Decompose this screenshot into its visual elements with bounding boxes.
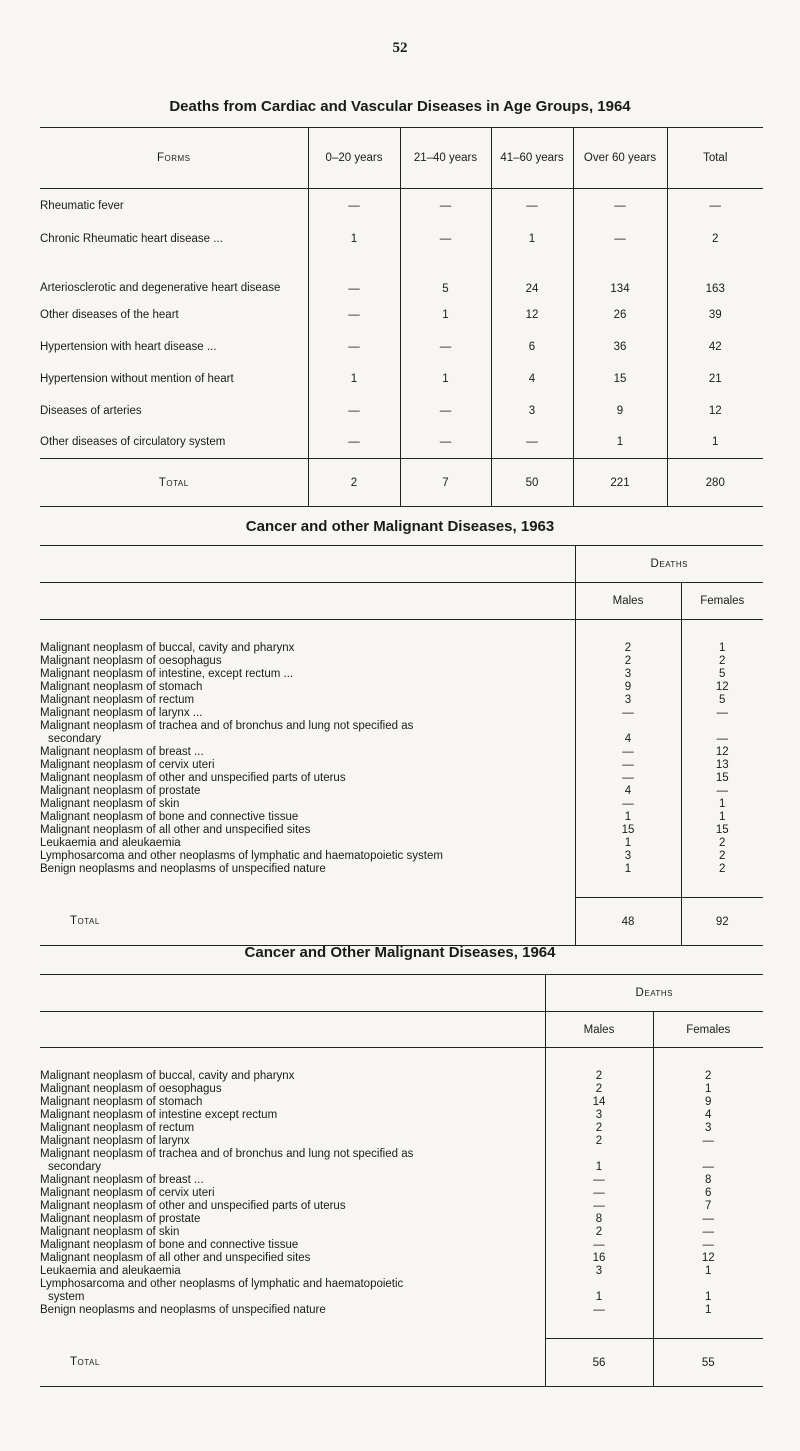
females-value: — bbox=[681, 707, 763, 720]
row-label: Malignant neoplasm of bone and connective tissue bbox=[40, 810, 299, 823]
row-label: Malignant neoplasm of rectum bbox=[40, 1121, 195, 1134]
males-value: 2 bbox=[545, 1122, 653, 1135]
cell-value: 9 bbox=[573, 395, 667, 427]
females-value: 6 bbox=[653, 1187, 763, 1200]
males-value: 2 bbox=[575, 655, 681, 668]
males-value: 2 bbox=[575, 642, 681, 655]
females-value: — bbox=[653, 1213, 763, 1226]
males-value: 1 bbox=[545, 1161, 653, 1174]
total-row bbox=[40, 898, 763, 946]
cell-value: 1 bbox=[573, 427, 667, 459]
row-label: Malignant neoplasm of prostate bbox=[40, 1212, 201, 1225]
row-label: Malignant neoplasm of intestine except rectum bbox=[40, 1108, 278, 1121]
females-header: Females bbox=[653, 1012, 763, 1048]
page-number: 52 bbox=[392, 40, 408, 56]
females-value: — bbox=[653, 1161, 763, 1174]
row-label: Lymphosarcoma and other neoplasms of lymphatic and haematopoietic bbox=[40, 1277, 404, 1290]
females-value: 2 bbox=[653, 1070, 763, 1083]
table-row bbox=[40, 299, 763, 331]
cell-value: — bbox=[667, 189, 763, 223]
males-value: 4 bbox=[575, 785, 681, 798]
total-label: Total bbox=[70, 915, 100, 928]
row-label: Malignant neoplasm of rectum bbox=[40, 693, 195, 706]
cancer-1964-table bbox=[40, 974, 763, 1387]
table-row bbox=[40, 837, 763, 850]
females-value: 3 bbox=[653, 1122, 763, 1135]
cell-value: — bbox=[308, 395, 400, 427]
row-label: Malignant neoplasm of buccal, cavity and pharynx bbox=[40, 641, 295, 654]
table-row bbox=[40, 1278, 763, 1291]
females-value: 2 bbox=[681, 850, 763, 863]
table-row bbox=[40, 223, 763, 255]
deaths-header: Deaths bbox=[575, 546, 763, 583]
females-value bbox=[681, 720, 763, 733]
col-header-forms: Forms bbox=[40, 128, 308, 189]
males-value bbox=[545, 1148, 653, 1161]
females-value: 1 bbox=[653, 1304, 763, 1317]
males-value: 1 bbox=[545, 1291, 653, 1304]
females-value: 12 bbox=[681, 681, 763, 694]
table-row bbox=[40, 189, 763, 223]
table-row bbox=[40, 1122, 763, 1135]
males-value: 15 bbox=[575, 824, 681, 837]
col-header-41-60: 41–60 years bbox=[491, 128, 573, 189]
cell-value: 6 bbox=[491, 331, 573, 363]
females-value: 1 bbox=[653, 1291, 763, 1304]
row-label: Hypertension without mention of heart bbox=[40, 372, 234, 385]
table-row bbox=[40, 1200, 763, 1213]
table-row bbox=[40, 1291, 763, 1304]
total-males: 48 bbox=[575, 898, 681, 946]
cell-value: 21 bbox=[667, 363, 763, 395]
row-label: Malignant neoplasm of prostate bbox=[40, 784, 201, 797]
table-row bbox=[40, 1265, 763, 1278]
females-header: Females bbox=[681, 583, 763, 620]
row-label: Malignant neoplasm of buccal, cavity and pharynx bbox=[40, 1069, 295, 1082]
cell-value: 163 bbox=[667, 255, 763, 299]
table-row bbox=[40, 1226, 763, 1239]
row-label: Chronic Rheumatic heart disease ... bbox=[40, 232, 223, 245]
col-header-0-20: 0–20 years bbox=[308, 128, 400, 189]
table-row bbox=[40, 720, 763, 733]
table-row bbox=[40, 1109, 763, 1122]
total-row bbox=[40, 459, 763, 507]
row-label: system bbox=[48, 1290, 85, 1303]
males-value: 2 bbox=[545, 1226, 653, 1239]
row-label: Malignant neoplasm of stomach bbox=[40, 1095, 203, 1108]
row-label: Malignant neoplasm of bone and connective tissue bbox=[40, 1238, 299, 1251]
row-label: Diseases of arteries bbox=[40, 404, 142, 417]
row-label: Lymphosarcoma and other neoplasms of lymphatic and haematopoietic system bbox=[40, 849, 443, 862]
col-header-total: Total bbox=[667, 128, 763, 189]
table-row bbox=[40, 1135, 763, 1148]
row-label: Malignant neoplasm of cervix uteri bbox=[40, 1186, 215, 1199]
row-label: Rheumatic fever bbox=[40, 199, 124, 212]
table-row bbox=[40, 655, 763, 668]
cell-value: — bbox=[573, 223, 667, 255]
col-header-21-40: 21–40 years bbox=[400, 128, 491, 189]
males-value: — bbox=[545, 1174, 653, 1187]
total-value: 280 bbox=[667, 459, 763, 507]
row-label: Leukaemia and aleukaemia bbox=[40, 836, 181, 849]
table-row bbox=[40, 668, 763, 681]
table-row bbox=[40, 1252, 763, 1265]
cell-value: 3 bbox=[491, 395, 573, 427]
males-value: 1 bbox=[575, 863, 681, 876]
females-value: 9 bbox=[653, 1096, 763, 1109]
cell-value: 4 bbox=[491, 363, 573, 395]
row-label: Malignant neoplasm of stomach bbox=[40, 680, 203, 693]
deaths-header: Deaths bbox=[545, 975, 763, 1012]
males-value: — bbox=[545, 1187, 653, 1200]
row-label: Malignant neoplasm of breast ... bbox=[40, 745, 204, 758]
table-row bbox=[40, 681, 763, 694]
table-row bbox=[40, 785, 763, 798]
cardiac-deaths-table bbox=[40, 127, 763, 507]
row-label: Malignant neoplasm of skin bbox=[40, 1225, 180, 1238]
total-label: Total bbox=[40, 459, 308, 507]
males-value: 3 bbox=[575, 850, 681, 863]
cell-value: — bbox=[308, 189, 400, 223]
cell-value: 15 bbox=[573, 363, 667, 395]
females-value: 13 bbox=[681, 759, 763, 772]
males-value: 4 bbox=[575, 733, 681, 746]
table-row bbox=[40, 1304, 763, 1317]
total-value: 7 bbox=[400, 459, 491, 507]
row-label: Malignant neoplasm of skin bbox=[40, 797, 180, 810]
cell-value: — bbox=[308, 331, 400, 363]
row-label: Malignant neoplasm of other and unspecified parts of uterus bbox=[40, 1199, 346, 1212]
cell-value: 1 bbox=[667, 427, 763, 459]
cell-value: — bbox=[400, 223, 491, 255]
table-row bbox=[40, 798, 763, 811]
row-label: secondary bbox=[48, 732, 102, 745]
table-row bbox=[40, 733, 763, 746]
table-row bbox=[40, 824, 763, 837]
row-label: Malignant neoplasm of oesophagus bbox=[40, 654, 222, 667]
males-value: 3 bbox=[575, 694, 681, 707]
total-value: 2 bbox=[308, 459, 400, 507]
males-value: 3 bbox=[545, 1265, 653, 1278]
cell-value: — bbox=[491, 189, 573, 223]
females-value: 5 bbox=[681, 668, 763, 681]
table-row bbox=[40, 1239, 763, 1252]
section-title-cardiac: Deaths from Cardiac and Vascular Diseases in Age Groups, 1964 bbox=[169, 98, 631, 115]
row-label: Malignant neoplasm of all other and unspecified sites bbox=[40, 1251, 311, 1264]
table-row bbox=[40, 811, 763, 824]
cell-value: 12 bbox=[491, 299, 573, 331]
total-label: Total bbox=[70, 1356, 100, 1369]
row-label: Malignant neoplasm of larynx ... bbox=[40, 706, 203, 719]
cell-value: — bbox=[573, 189, 667, 223]
cell-value: 36 bbox=[573, 331, 667, 363]
females-value: — bbox=[653, 1135, 763, 1148]
females-value: 15 bbox=[681, 772, 763, 785]
col-header-over-60: Over 60 years bbox=[573, 128, 667, 189]
row-label: Other diseases of circulatory system bbox=[40, 436, 226, 449]
table-row bbox=[40, 427, 763, 459]
table-row bbox=[40, 772, 763, 785]
males-value: 2 bbox=[545, 1135, 653, 1148]
cell-value: 1 bbox=[308, 223, 400, 255]
females-value: — bbox=[681, 733, 763, 746]
females-value: 7 bbox=[653, 1200, 763, 1213]
males-value: — bbox=[575, 798, 681, 811]
females-value: 12 bbox=[653, 1252, 763, 1265]
cell-value: — bbox=[308, 427, 400, 459]
row-label: Malignant neoplasm of cervix uteri bbox=[40, 758, 215, 771]
cell-value: — bbox=[308, 255, 400, 299]
females-value bbox=[653, 1148, 763, 1161]
males-value: — bbox=[575, 746, 681, 759]
cancer-1963-table bbox=[40, 545, 763, 946]
table-row bbox=[40, 1187, 763, 1200]
cell-value: 5 bbox=[400, 255, 491, 299]
cell-value: 134 bbox=[573, 255, 667, 299]
cell-value: 1 bbox=[400, 363, 491, 395]
row-label: Malignant neoplasm of all other and unspecified sites bbox=[40, 823, 311, 836]
cell-value: 24 bbox=[491, 255, 573, 299]
females-value: 1 bbox=[681, 811, 763, 824]
total-females: 92 bbox=[681, 898, 763, 946]
cell-value: 1 bbox=[308, 363, 400, 395]
table-row bbox=[40, 863, 763, 876]
total-row bbox=[40, 1339, 763, 1387]
cell-value: — bbox=[400, 331, 491, 363]
row-label: Benign neoplasms and neoplasms of unspecified nature bbox=[40, 1303, 326, 1316]
females-value: 1 bbox=[681, 798, 763, 811]
section-title-cancer-1963: Cancer and other Malignant Diseases, 1963 bbox=[245, 518, 555, 535]
table-row bbox=[40, 363, 763, 395]
males-value: 2 bbox=[545, 1070, 653, 1083]
row-label: Malignant neoplasm of oesophagus bbox=[40, 1082, 222, 1095]
males-value: 9 bbox=[575, 681, 681, 694]
males-value: 3 bbox=[575, 668, 681, 681]
table-row bbox=[40, 707, 763, 720]
males-value bbox=[575, 720, 681, 733]
cell-value: 42 bbox=[667, 331, 763, 363]
cell-value: — bbox=[491, 427, 573, 459]
table-row bbox=[40, 395, 763, 427]
males-value: — bbox=[575, 772, 681, 785]
table-row bbox=[40, 255, 763, 299]
table-row bbox=[40, 746, 763, 759]
row-label: Benign neoplasms and neoplasms of unspecified nature bbox=[40, 862, 326, 875]
females-value: 2 bbox=[681, 837, 763, 850]
table-row bbox=[40, 1213, 763, 1226]
table-row bbox=[40, 1083, 763, 1096]
males-value: 14 bbox=[545, 1096, 653, 1109]
females-value: — bbox=[653, 1226, 763, 1239]
males-value: — bbox=[545, 1239, 653, 1252]
table-row bbox=[40, 1161, 763, 1174]
row-label: Malignant neoplasm of breast ... bbox=[40, 1173, 204, 1186]
table-row bbox=[40, 642, 763, 655]
row-label: secondary bbox=[48, 1160, 102, 1173]
females-value: 1 bbox=[653, 1083, 763, 1096]
table-row bbox=[40, 759, 763, 772]
row-label: Other diseases of the heart bbox=[40, 308, 179, 321]
females-value: 15 bbox=[681, 824, 763, 837]
females-value: 2 bbox=[681, 863, 763, 876]
total-value: 221 bbox=[573, 459, 667, 507]
cell-value: — bbox=[308, 299, 400, 331]
table-row bbox=[40, 1174, 763, 1187]
cell-value: — bbox=[400, 427, 491, 459]
males-value bbox=[545, 1278, 653, 1291]
males-value: — bbox=[545, 1200, 653, 1213]
row-label: Hypertension with heart disease ... bbox=[40, 340, 217, 353]
row-label: Malignant neoplasm of other and unspecified parts of uterus bbox=[40, 771, 346, 784]
females-value: 5 bbox=[681, 694, 763, 707]
females-value: 1 bbox=[681, 642, 763, 655]
section-title-cancer-1964: Cancer and Other Malignant Diseases, 1964 bbox=[244, 944, 556, 961]
males-value: — bbox=[545, 1304, 653, 1317]
males-value: 8 bbox=[545, 1213, 653, 1226]
females-value: 4 bbox=[653, 1109, 763, 1122]
row-label: Malignant neoplasm of larynx bbox=[40, 1134, 190, 1147]
row-label: Malignant neoplasm of trachea and of bronchus and lung not specified as bbox=[40, 1147, 414, 1160]
males-value: 3 bbox=[545, 1109, 653, 1122]
females-value bbox=[653, 1278, 763, 1291]
males-value: 16 bbox=[545, 1252, 653, 1265]
table-row bbox=[40, 694, 763, 707]
males-header: Males bbox=[575, 583, 681, 620]
females-value: — bbox=[653, 1239, 763, 1252]
cell-value: 1 bbox=[400, 299, 491, 331]
cell-value: 39 bbox=[667, 299, 763, 331]
table-row bbox=[40, 331, 763, 363]
total-value: 50 bbox=[491, 459, 573, 507]
cell-value: 26 bbox=[573, 299, 667, 331]
males-value: — bbox=[575, 759, 681, 772]
total-females: 55 bbox=[653, 1339, 763, 1387]
females-value: 2 bbox=[681, 655, 763, 668]
cell-value: 1 bbox=[491, 223, 573, 255]
table-row bbox=[40, 850, 763, 863]
females-value: 1 bbox=[653, 1265, 763, 1278]
total-males: 56 bbox=[545, 1339, 653, 1387]
row-label: Arteriosclerotic and degenerative heart disease bbox=[40, 281, 281, 294]
males-value: 2 bbox=[545, 1083, 653, 1096]
table-row bbox=[40, 1070, 763, 1083]
males-value: — bbox=[575, 707, 681, 720]
females-value: 12 bbox=[681, 746, 763, 759]
males-value: 1 bbox=[575, 811, 681, 824]
males-header: Males bbox=[545, 1012, 653, 1048]
cell-value: — bbox=[400, 395, 491, 427]
cell-value: — bbox=[400, 189, 491, 223]
females-value: — bbox=[681, 785, 763, 798]
row-label: Malignant neoplasm of trachea and of bronchus and lung not specified as bbox=[40, 719, 414, 732]
cell-value: 12 bbox=[667, 395, 763, 427]
table-row bbox=[40, 1148, 763, 1161]
males-value: 1 bbox=[575, 837, 681, 850]
females-value: 8 bbox=[653, 1174, 763, 1187]
table-row bbox=[40, 1096, 763, 1109]
cell-value: 2 bbox=[667, 223, 763, 255]
row-label: Leukaemia and aleukaemia bbox=[40, 1264, 181, 1277]
row-label: Malignant neoplasm of intestine, except rectum ... bbox=[40, 667, 294, 680]
